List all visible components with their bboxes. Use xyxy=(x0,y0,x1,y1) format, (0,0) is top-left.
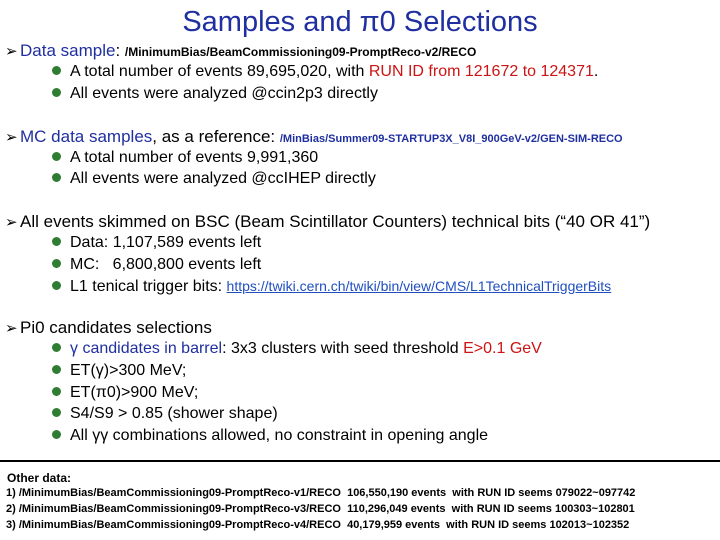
bullet-dot-icon xyxy=(52,259,61,268)
pi0-shower-bullet: S4/S9 > 0.85 (shower shape) xyxy=(52,405,278,423)
pi0-et-pi0-bullet: ET(π0)>900 MeV; xyxy=(52,384,198,402)
mc-sample-label: MC data samples xyxy=(20,127,153,146)
pi0-combinations-bullet: All γγ combinations allowed, no constraint in opening angle xyxy=(52,427,488,445)
data-analyzed-bullet: All events were analyzed @ccin2p3 directly xyxy=(52,85,378,103)
bullet-dot-icon xyxy=(52,343,61,352)
seed-threshold: E>0.1 GeV xyxy=(463,340,542,357)
run-id-range: RUN ID from 121672 to 124371 xyxy=(368,63,594,80)
arrow-bullet-icon: ➢ xyxy=(5,43,18,60)
data-sample-path: /MinimumBias/BeamCommissioning09-PromptReco-v2/RECO xyxy=(124,45,477,59)
data-sample-label: Data sample xyxy=(20,41,116,60)
data-sample-colon: : xyxy=(115,41,125,60)
bullet-dot-icon xyxy=(52,173,61,182)
skim-mc-bullet: MC: 6,800,800 events left xyxy=(52,256,261,274)
gamma-candidates-label: γ candidates in barrel xyxy=(70,340,223,357)
bullet-dot-icon xyxy=(52,430,61,439)
data-sample-heading xyxy=(5,41,476,61)
mc-sample-path: /MinBias/Summer09-STARTUP3X_V8I_900GeV-v2/GEN-SIM-RECO xyxy=(279,133,623,145)
bullet-dot-icon xyxy=(52,88,61,97)
bullet-dot-icon xyxy=(52,281,61,290)
pi0-heading: ➢ Pi0 candidates selections xyxy=(5,318,212,337)
trigger-bits-link[interactable]: https://twiki.cern.ch/twiki/bin/view/CMS/L1TechnicalTriggerBits xyxy=(226,278,612,294)
mc-analyzed-bullet: All events were analyzed @ccIHEP directly xyxy=(52,170,376,188)
skim-data-bullet: Data: 1,107,589 events left xyxy=(52,234,261,252)
skim-heading: ➢ All events skimmed on BSC (Beam Scintillator Counters) technical bits (“40 OR 41”) xyxy=(5,212,651,231)
pi0-et-gamma-bullet: ET(γ)>300 MeV; xyxy=(52,362,186,380)
arrow-bullet-icon: ➢ xyxy=(5,214,18,231)
bullet-dot-icon xyxy=(52,387,61,396)
pi0-barrel-bullet: γ candidates in barrel: 3x3 clusters with seed threshold E>0.1 GeV xyxy=(52,340,542,358)
other-data-line: 2) /MinimumBias/BeamCommissioning09-PromptReco-v3/RECO 110,296,049 events with RUN ID seems 100303~102801 xyxy=(6,503,635,515)
bullet-dot-icon xyxy=(52,152,61,161)
mc-sample-heading: ➢ MC data samples, as a reference: /MinBias/Summer09-STARTUP3X_V8I_900GeV-v2/GEN-SIM-RECO xyxy=(5,127,623,146)
mc-events-bullet: A total number of events 9,991,360 xyxy=(52,149,318,167)
arrow-bullet-icon: ➢ xyxy=(5,129,18,146)
other-data-line: 1) /MinimumBias/BeamCommissioning09-PromptReco-v1/RECO 106,550,190 events with RUN ID seems 079022~097742 xyxy=(6,487,636,499)
slide-title: Samples and π0 Selections xyxy=(182,6,538,38)
bullet-dot-icon xyxy=(52,365,61,374)
bullet-dot-icon xyxy=(52,237,61,246)
bullet-dot-icon xyxy=(52,408,61,417)
skim-trigger-bullet: L1 tenical trigger bits: https://twiki.cern.ch/twiki/bin/view/CMS/L1TechnicalTriggerBits xyxy=(52,278,611,296)
arrow-bullet-icon: ➢ xyxy=(5,320,18,337)
data-events-bullet: A total number of events 89,695,020, with RUN ID from 121672 to 124371. xyxy=(52,63,598,81)
bullet-dot-icon xyxy=(52,66,61,75)
other-data-line: 3) /MinimumBias/BeamCommissioning09-PromptReco-v4/RECO 40,179,959 events with RUN ID seems 102013~102352 xyxy=(6,519,630,531)
footer-divider xyxy=(0,460,720,462)
other-data-title: Other data: xyxy=(7,471,72,485)
